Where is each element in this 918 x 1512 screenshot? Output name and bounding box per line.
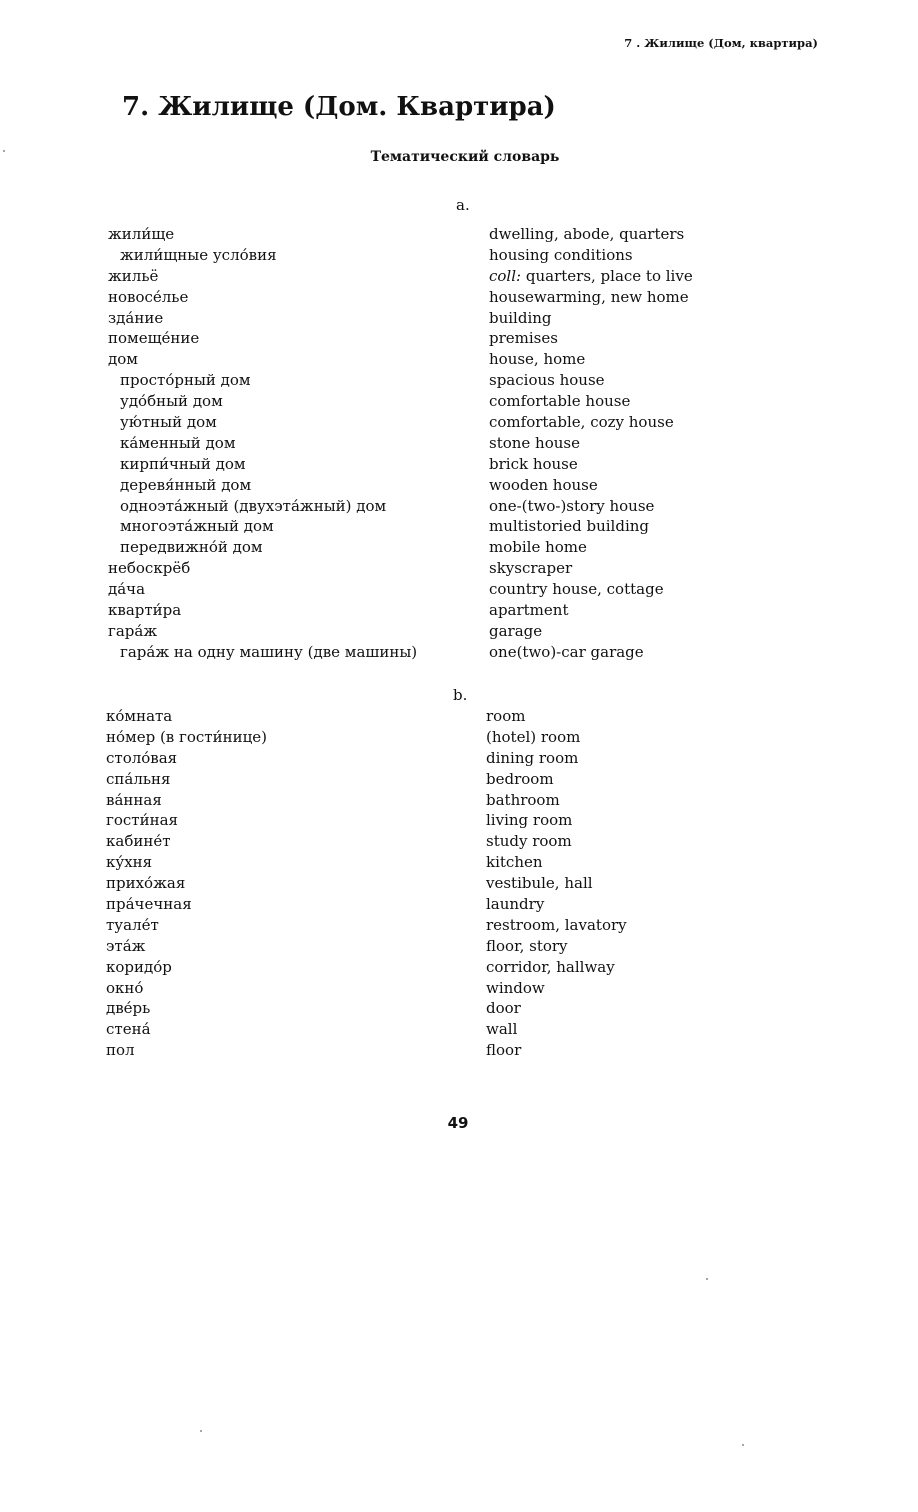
vocab-entry (0, 1040, 918, 1061)
english-translation: mobile home (489, 538, 587, 557)
english-translation: (hotel) room (486, 727, 581, 746)
english-translation: vestibule, hall (486, 874, 593, 893)
vocabulary-subtitle: Тематический словарь (370, 149, 560, 165)
english-translation: comfortable, cozy house (489, 413, 674, 432)
russian-term: пол (106, 1041, 135, 1060)
english-translation: dining room (486, 748, 579, 767)
russian-term: ую́тный дом (120, 413, 217, 432)
scan-speck (706, 1278, 708, 1280)
english-translation: kitchen (486, 853, 543, 872)
english-translation: floor (486, 1041, 522, 1060)
russian-term: кирпи́чный дом (120, 454, 246, 473)
russian-term: ва́нная (106, 790, 162, 809)
russian-term: туале́т (106, 915, 159, 934)
vocab-entry (0, 370, 918, 391)
english-translation (489, 266, 693, 287)
scan-speck (200, 1430, 202, 1432)
russian-term: ку́хня (106, 853, 153, 872)
english-translation: building (489, 308, 552, 327)
russian-term: жили́щные усло́вия (120, 245, 277, 264)
english-translation: spacious house (489, 371, 605, 390)
russian-term: пра́чечная (106, 895, 192, 914)
russian-term: просто́рный дом (120, 371, 251, 390)
section-a-label: a. (456, 196, 470, 214)
english-translation: laundry (486, 895, 545, 914)
vocab-list-a (0, 224, 918, 663)
russian-term: коридо́р (106, 957, 172, 976)
english-translation: study room (486, 832, 572, 851)
russian-term: помеще́ние (108, 329, 200, 348)
russian-term: гости́ная (106, 811, 178, 830)
english-translation-text: quarters, place to live (521, 266, 693, 285)
english-translation: bedroom (486, 769, 554, 788)
vocab-entry (0, 1019, 918, 1040)
english-translation: country house, cottage (489, 580, 664, 599)
russian-term: зда́ние (108, 308, 164, 327)
vocab-entry (0, 894, 918, 915)
usage-label: coll: (489, 266, 522, 285)
vocab-entry (0, 454, 918, 475)
page-number: 49 (447, 1114, 469, 1132)
russian-term: кварти́ра (108, 601, 182, 620)
russian-term: многоэта́жный дом (120, 517, 274, 536)
vocab-entry (0, 412, 918, 433)
vocab-entry (0, 915, 918, 936)
english-translation: premises (489, 329, 558, 348)
vocab-entry (0, 496, 918, 517)
russian-term: кабине́т (106, 832, 171, 851)
english-translation: one(two)-car garage (489, 642, 644, 661)
vocab-entry (0, 790, 918, 811)
russian-term: эта́ж (106, 936, 146, 955)
vocab-entry (0, 328, 918, 349)
english-translation: apartment (489, 601, 569, 620)
english-translation: room (486, 707, 526, 725)
vocab-entry (0, 579, 918, 600)
vocab-entry (0, 957, 918, 978)
russian-term: прихо́жая (106, 874, 186, 893)
vocab-entry (0, 769, 918, 790)
vocab-entry (0, 810, 918, 831)
vocab-entry (0, 706, 918, 727)
english-translation: stone house (489, 433, 580, 452)
vocab-entry (0, 978, 918, 999)
russian-term: две́рь (106, 999, 151, 1018)
russian-term: дом (108, 350, 138, 369)
russian-term: столо́вая (106, 748, 178, 767)
vocab-entry (0, 873, 918, 894)
russian-term: ка́менный дом (120, 433, 236, 452)
section-b-label: b. (453, 686, 468, 704)
english-translation: garage (489, 621, 543, 640)
vocab-entry (0, 600, 918, 621)
russian-term: жильё (108, 266, 159, 285)
vocab-entry (0, 558, 918, 579)
russian-term: передвижно́й дом (120, 538, 263, 557)
vocab-entry (0, 537, 918, 558)
vocab-entry (0, 936, 918, 957)
russian-term: одноэта́жный (двухэта́жный) дом (120, 496, 387, 515)
russian-term: гара́ж (108, 621, 158, 640)
russian-term: удо́бный дом (120, 392, 223, 411)
vocab-entry (0, 748, 918, 769)
english-translation: one-(two-)story house (489, 496, 655, 515)
vocab-entry (0, 287, 918, 308)
english-translation: floor, story (486, 936, 568, 955)
vocab-entry (0, 266, 918, 287)
english-translation: brick house (489, 454, 578, 473)
english-translation: wall (486, 1020, 518, 1039)
english-translation: restroom, lavatory (486, 915, 627, 934)
russian-term: окно́ (106, 978, 144, 997)
russian-term: да́ча (108, 580, 146, 599)
russian-term: спа́льня (106, 769, 171, 788)
english-translation: window (486, 978, 545, 997)
vocab-entry (0, 349, 918, 370)
vocab-entry (0, 475, 918, 496)
english-translation: dwelling, abode, quarters (489, 225, 685, 243)
english-translation: bathroom (486, 790, 560, 809)
vocab-entry (0, 245, 918, 266)
english-translation: housewarming, new home (489, 287, 689, 306)
english-translation: skyscraper (489, 559, 573, 578)
english-translation: house, home (489, 350, 586, 369)
running-head: 7 . Жилище (Дом, квартира) (624, 36, 818, 50)
english-translation: wooden house (489, 475, 598, 494)
russian-term: ко́мната (106, 707, 173, 725)
english-translation: multistoried building (489, 517, 649, 536)
vocab-entry (0, 831, 918, 852)
vocab-entry (0, 516, 918, 537)
russian-term: гара́ж на одну машину (две машины) (120, 642, 418, 661)
english-translation: door (486, 999, 521, 1018)
scan-speck (742, 1444, 744, 1446)
english-translation: living room (486, 811, 573, 830)
vocab-entry (0, 308, 918, 329)
russian-term: жили́ще (108, 225, 175, 243)
english-translation: comfortable house (489, 392, 631, 411)
russian-term: деревя́нный дом (120, 475, 252, 494)
russian-term: небоскрёб (108, 559, 191, 578)
vocab-entry (0, 852, 918, 873)
russian-term: новосе́лье (108, 287, 189, 306)
vocab-entry (0, 642, 918, 663)
english-translation: corridor, hallway (486, 957, 615, 976)
english-translation: housing conditions (489, 245, 633, 264)
chapter-title: 7. Жилище (Дом. Квартира) (122, 92, 556, 122)
vocab-entry (0, 998, 918, 1019)
vocab-entry (0, 433, 918, 454)
vocab-entry (0, 621, 918, 642)
scan-speck (3, 150, 5, 152)
vocab-entry (0, 391, 918, 412)
russian-term: стена́ (106, 1020, 151, 1039)
vocab-entry (0, 224, 918, 245)
russian-term: но́мер (в гости́нице) (106, 727, 267, 746)
vocab-entry (0, 727, 918, 748)
vocab-list-b (0, 706, 918, 1061)
